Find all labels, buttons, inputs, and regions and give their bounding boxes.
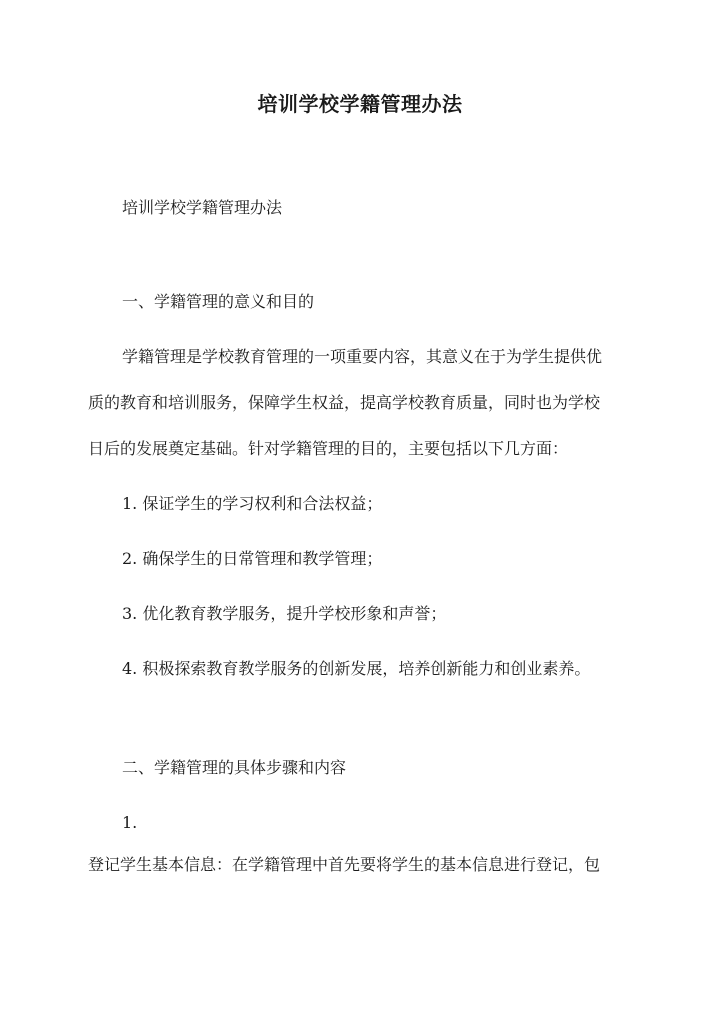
paragraph-line: 日后的发展奠定基础。针对学籍管理的目的，主要包括以下几方面： [88, 439, 569, 458]
list-item: 2. 确保学生的日常管理和教学管理； [122, 549, 383, 568]
list-item: 3. 优化教育教学服务，提升学校形象和声誉； [122, 604, 447, 623]
step-number: 1. [122, 813, 138, 832]
step-text: 登记学生基本信息：在学籍管理中首先要将学生的基本信息进行登记，包 [88, 855, 601, 874]
document-subtitle: 培训学校学籍管理办法 [122, 198, 283, 217]
list-item: 4. 积极探索教育教学服务的创新发展，培养创新能力和创业素养。 [122, 659, 591, 678]
paragraph-line: 质的教育和培训服务，保障学生权益，提高学校教育质量，同时也为学校 [88, 393, 601, 412]
section-heading-1: 一、学籍管理的意义和目的 [122, 292, 315, 311]
section-heading-2: 二、学籍管理的具体步骤和内容 [122, 758, 347, 777]
list-item: 1. 保证学生的学习权利和合法权益； [122, 494, 383, 513]
document-title: 培训学校学籍管理办法 [257, 92, 463, 116]
paragraph-line: 学籍管理是学校教育管理的一项重要内容，其意义在于为学生提供优 [122, 347, 603, 366]
